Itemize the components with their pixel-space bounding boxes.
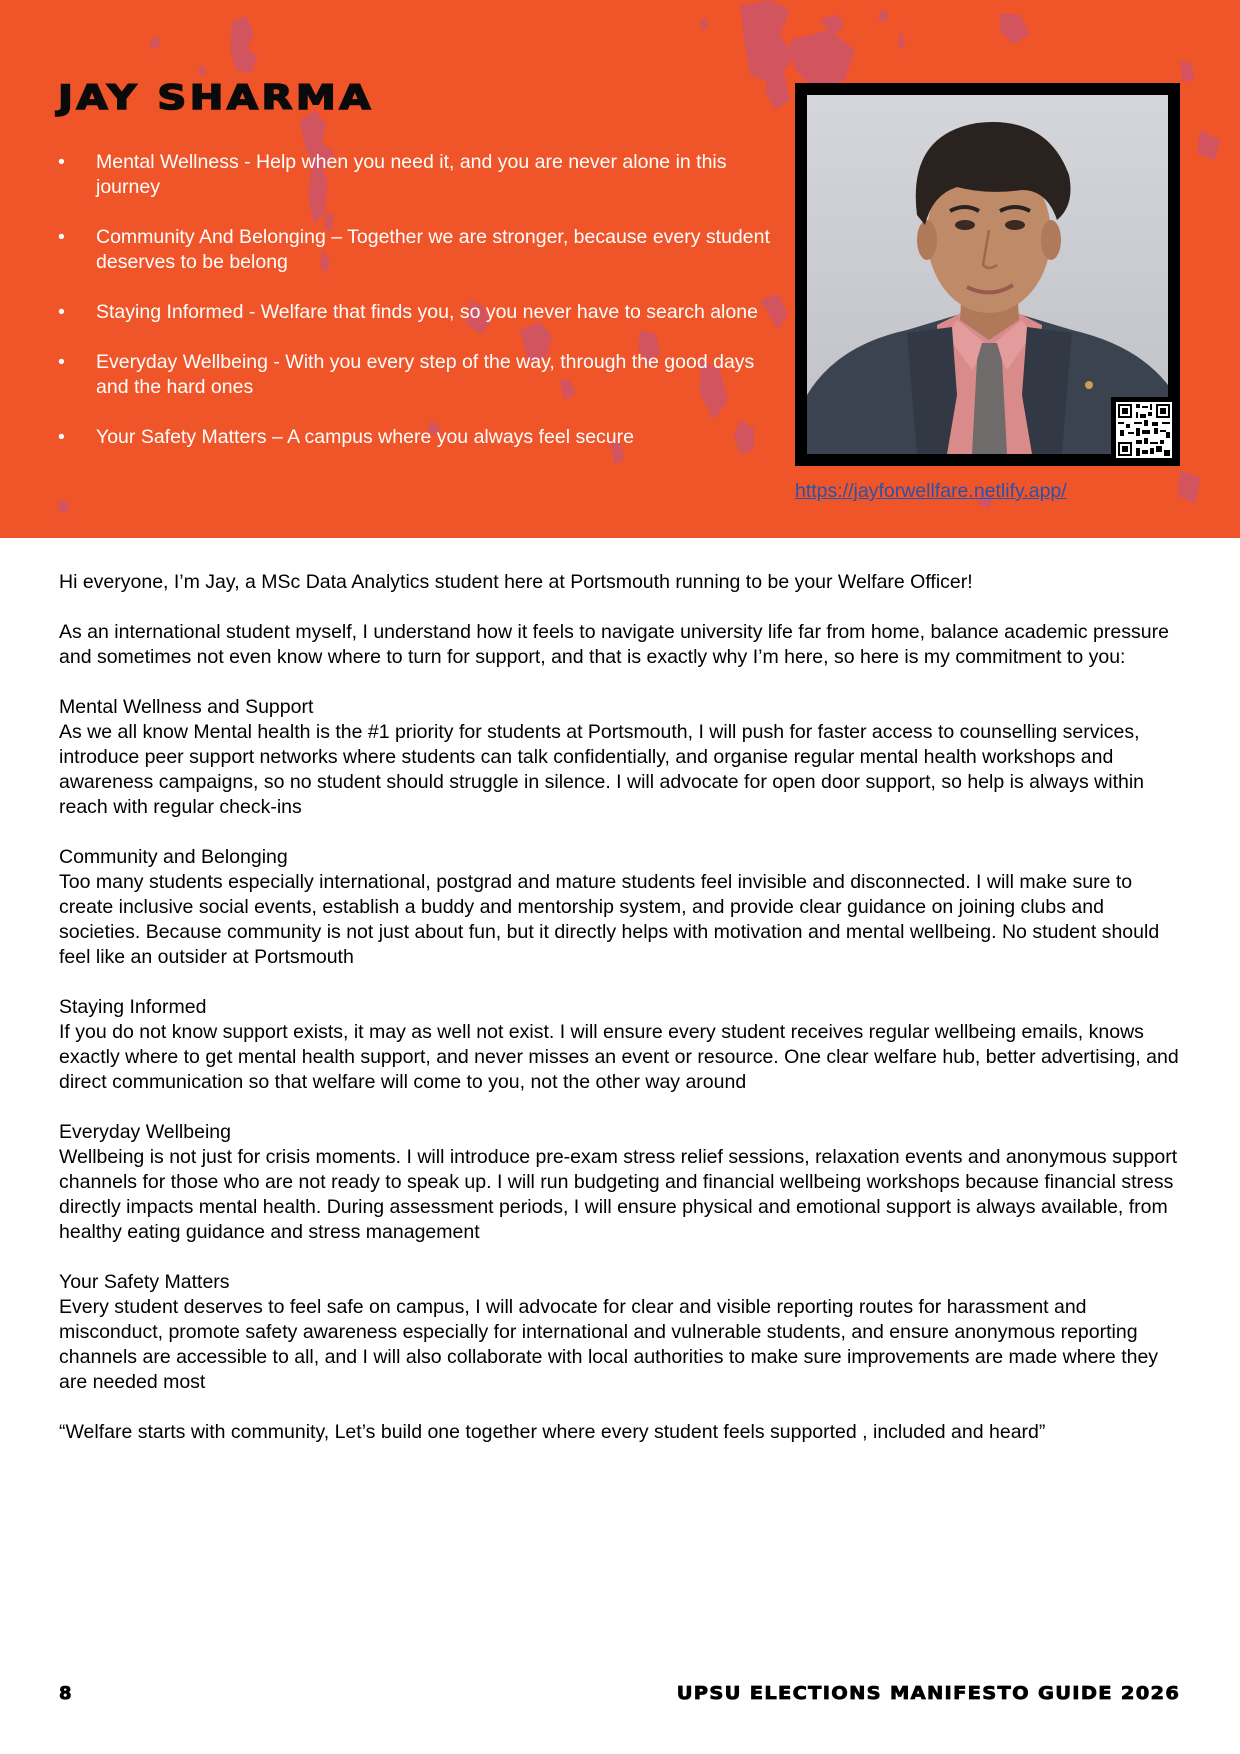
pledge-text: Your Safety Matters – A campus where you always feel secure — [96, 426, 634, 448]
intro-paragraph: Hi everyone, I’m Jay, a MSc Data Analytics student here at Portsmouth running to be your Welfare Officer! — [59, 571, 973, 593]
manifesto-section — [59, 695, 1189, 820]
section-text: If you do not know support exists, it may as well not exist. I will ensure every student receives regular wellbeing emails, knows exactly where to get mental health support, and never misses an event or resource. One clear welfare hub, better advertising, and direct communication so that welfare will come to you, not the other way around — [59, 1021, 1179, 1093]
bullet-icon: • — [58, 226, 65, 248]
bullet-icon: • — [58, 301, 65, 323]
commitment-paragraph: As an international student myself, I understand how it feels to navigate university life far from home, balance academic pressure and sometimes not even know where to turn for support, and that is exactly why I’m here, so here is my commitment to you: — [59, 621, 1169, 668]
section-title: Your Safety Matters — [59, 1271, 230, 1293]
key-pledges-list — [58, 150, 778, 475]
pledge-item — [58, 425, 778, 450]
pledge-text: Staying Informed - Welfare that finds you, so you never have to search alone — [96, 301, 758, 323]
section-title: Community and Belonging — [59, 846, 288, 868]
section-text: Every student deserves to feel safe on campus, I will advocate for clear and visible reporting routes for harassment and misconduct, promote safety awareness especially for international and vulnerable students, and ensure anonymous reporting channels are accessible to all, and I will also collaborate with local authorities to make sure improvements are made where they are needed most — [59, 1296, 1159, 1393]
section-text: As we all know Mental health is the #1 priority for students at Portsmouth, I will push for faster access to counselling services, introduce peer support networks where students can talk confidentially, and organise regular mental health workshops and awareness campaigns, so no student should struggle in silence. I will advocate for open door support, so help is always within reach with regular check-ins — [59, 721, 1145, 818]
manifesto-section — [59, 995, 1189, 1095]
guide-title: UPSU ELECTIONS MANIFESTO GUIDE 2026 — [676, 1683, 1180, 1704]
pledge-item — [58, 350, 778, 400]
header-banner — [0, 0, 1240, 538]
qr-code-icon — [1116, 402, 1172, 458]
section-title: Mental Wellness and Support — [59, 696, 314, 718]
bullet-icon: • — [58, 151, 65, 173]
pledge-item — [58, 225, 778, 275]
section-title: Everyday Wellbeing — [59, 1121, 231, 1143]
pledge-text: Mental Wellness - Help when you need it, and you are never alone in this journey — [96, 151, 727, 198]
pledge-text: Everyday Wellbeing - With you every step of the way, through the good days and the hard ones — [96, 351, 755, 398]
bullet-icon: • — [58, 351, 65, 373]
manifesto-section — [59, 1270, 1189, 1395]
campaign-website-link[interactable]: https://jayforwellfare.netlify.app/ — [795, 480, 1067, 502]
pledge-text: Community And Belonging – Together we are stronger, because every student deserves to be belong — [96, 226, 770, 273]
qr-code[interactable] — [1111, 397, 1177, 463]
page-number: 8 — [59, 1683, 72, 1704]
manifesto-body — [59, 570, 1189, 1470]
manifesto-section — [59, 1120, 1189, 1245]
bullet-icon: • — [58, 426, 65, 448]
section-text: Wellbeing is not just for crisis moments. I will introduce pre-exam stress relief sessions, relaxation events and anonymous support channels for those who are not ready to speak up. I will run budgeting and financial wellbeing workshops because financial stress directly impacts mental health. During assessment periods, I will ensure physical and emotional support is always available, from healthy eating guidance and stress management — [59, 1146, 1178, 1243]
section-title: Staying Informed — [59, 996, 207, 1018]
manifesto-section — [59, 845, 1189, 970]
pledge-item — [58, 300, 778, 325]
candidate-name: JAY SHARMA — [58, 78, 374, 118]
pledge-item — [58, 150, 778, 200]
candidate-photo-frame — [795, 83, 1180, 466]
section-text: Too many students especially international, postgrad and mature students feel invisible and disconnected. I will make sure to create inclusive social events, establish a buddy and mentorship system, and provide clear guidance on joining clubs and societies. Because community is not just about fun, but it directly helps with motivation and mental wellbeing. No student should feel like an outsider at Portsmouth — [59, 871, 1160, 968]
closing-quote: “Welfare starts with community, Let’s build one together where every student feels supported , included and heard” — [59, 1421, 1046, 1443]
